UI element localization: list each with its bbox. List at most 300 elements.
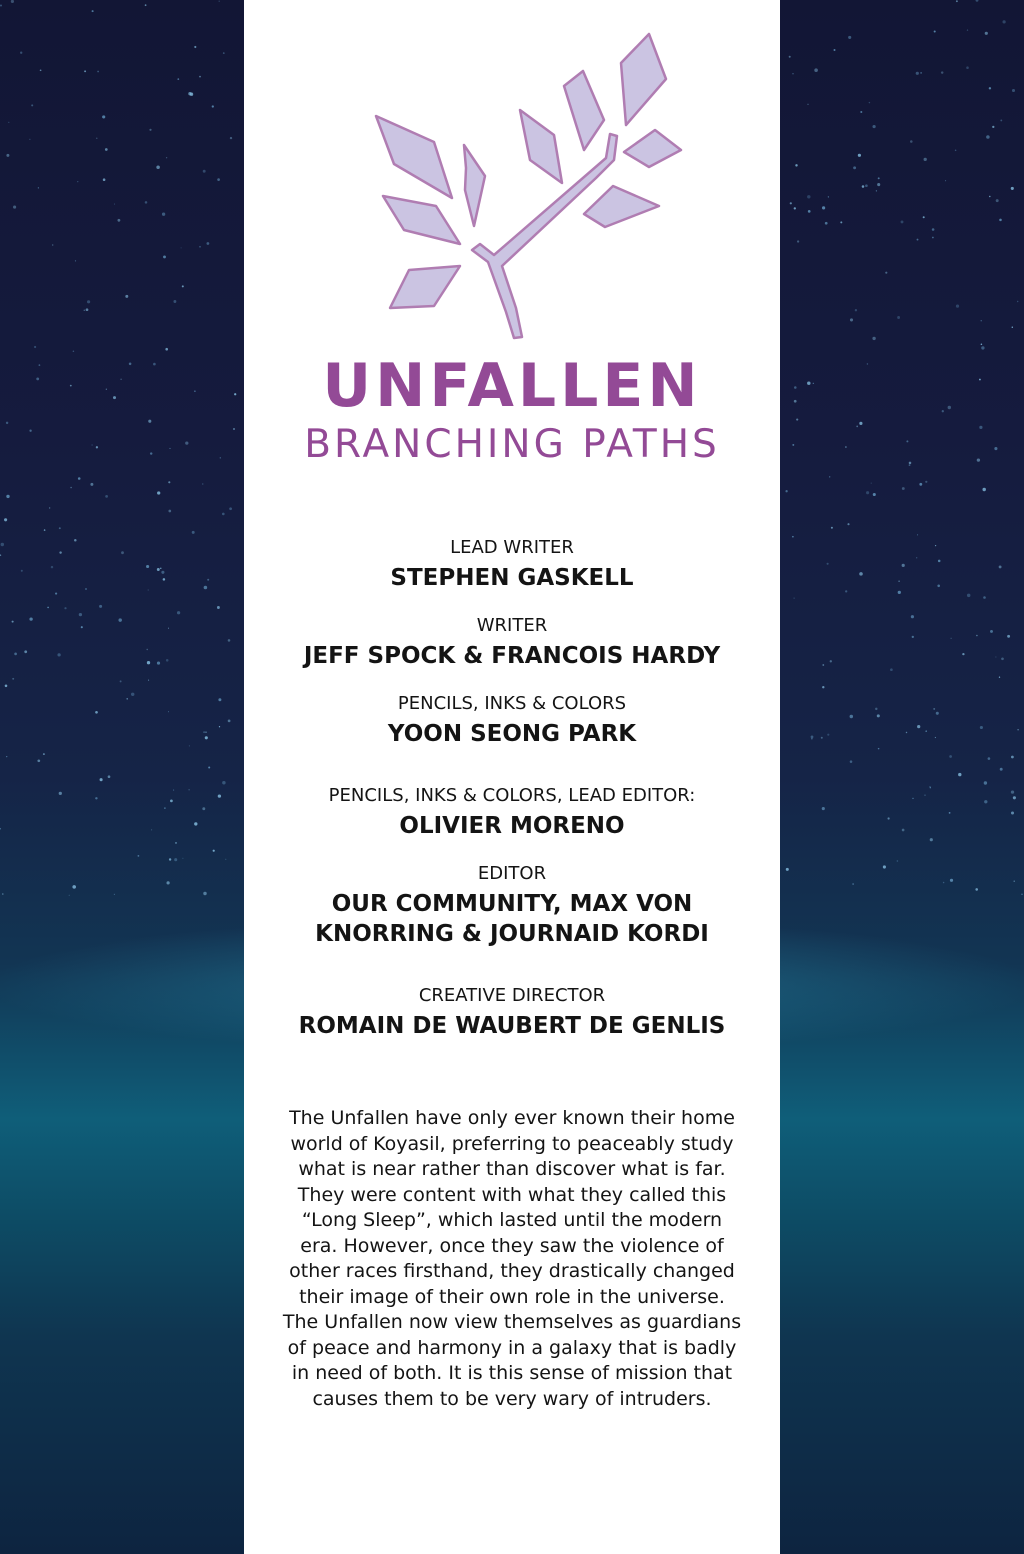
star (967, 29, 968, 30)
star (0, 4, 2, 6)
star (59, 551, 61, 553)
star (941, 71, 943, 73)
star (38, 187, 39, 188)
star (862, 185, 865, 188)
star (827, 734, 829, 736)
star (205, 731, 207, 733)
star (980, 726, 983, 729)
star (208, 766, 210, 768)
star (923, 216, 925, 218)
star (228, 639, 231, 642)
star (867, 363, 868, 364)
star (916, 557, 917, 558)
star (148, 420, 151, 423)
star (975, 888, 978, 891)
star (986, 135, 990, 139)
star (910, 140, 913, 143)
credit-lead-writer (244, 537, 780, 593)
star (202, 484, 203, 485)
star (827, 563, 829, 565)
star (163, 578, 166, 581)
star (1000, 119, 1002, 121)
star (871, 483, 872, 484)
star (830, 660, 832, 662)
star (194, 46, 196, 48)
star (194, 822, 197, 825)
star (984, 781, 987, 784)
star (1007, 635, 1010, 638)
star (792, 73, 793, 74)
star (81, 626, 83, 628)
star (822, 206, 825, 209)
star (161, 571, 164, 574)
credit-name: OUR COMMUNITY, MAX VON (331, 891, 693, 917)
star (207, 579, 209, 581)
leaf (520, 110, 562, 183)
star (988, 757, 991, 760)
star (151, 829, 152, 830)
star (153, 363, 156, 366)
star (225, 859, 226, 860)
star (872, 125, 875, 128)
star (796, 419, 798, 421)
star (212, 105, 214, 107)
star (956, 304, 959, 307)
star (229, 507, 232, 510)
star (6, 422, 8, 424)
star (70, 487, 72, 489)
star (912, 636, 914, 638)
star (222, 513, 225, 516)
star (956, 0, 958, 2)
credit-name: ROMAIN DE WAUBERT DE GENLIS (298, 1013, 726, 1039)
star (1017, 301, 1018, 302)
star (932, 228, 935, 231)
star (156, 166, 160, 170)
star (188, 789, 189, 790)
credit-pencils-lead-editor (244, 785, 780, 841)
description-line: They were content with what they called this (297, 1183, 727, 1206)
star (79, 613, 82, 616)
star (166, 157, 167, 158)
star (96, 446, 98, 448)
star (118, 618, 121, 621)
star (858, 154, 861, 157)
star (64, 607, 66, 609)
star (29, 617, 32, 620)
star (828, 196, 829, 197)
star (105, 495, 108, 498)
star (786, 868, 789, 871)
credit-name: KNORRING & JOURNAID KORDI (315, 921, 709, 947)
star (160, 568, 161, 569)
star (955, 150, 957, 152)
star (69, 895, 70, 896)
star (168, 481, 170, 483)
faction-description (274, 1106, 750, 1412)
star (919, 483, 922, 486)
branch-leaves-icon (244, 0, 780, 360)
star (981, 320, 982, 321)
leaf (624, 130, 681, 167)
star (813, 383, 814, 384)
star (230, 137, 232, 139)
star (982, 488, 985, 491)
star (983, 596, 986, 599)
star (105, 148, 108, 151)
star (217, 606, 220, 609)
leaf (584, 186, 659, 227)
star (855, 309, 857, 311)
star (148, 680, 149, 681)
star (31, 104, 33, 106)
star (872, 337, 875, 340)
star (44, 529, 46, 531)
star (1001, 657, 1004, 660)
star (992, 126, 994, 128)
star (85, 588, 87, 590)
star (125, 295, 128, 298)
star (185, 441, 188, 444)
star (40, 69, 42, 71)
star (833, 49, 835, 51)
star (146, 565, 149, 568)
star (924, 158, 927, 161)
star (1014, 881, 1015, 882)
star (218, 794, 221, 797)
star (925, 730, 927, 732)
star (43, 753, 45, 755)
description-line: era. However, once they saw the violence of (300, 1234, 724, 1257)
title-unfallen: UNFALLEN (322, 351, 702, 421)
star (911, 615, 914, 618)
star (981, 346, 984, 349)
star (102, 115, 105, 118)
star (852, 883, 854, 885)
star (72, 885, 76, 889)
star (859, 572, 863, 576)
star (170, 800, 173, 803)
star (1011, 187, 1014, 190)
star (962, 653, 964, 655)
star (177, 78, 179, 80)
star (1021, 894, 1023, 896)
star (848, 36, 851, 39)
star (909, 464, 911, 466)
description-line: of peace and harmony in a galaxy that is badly (287, 1336, 737, 1359)
star (790, 202, 792, 204)
star (979, 379, 981, 381)
star (55, 593, 57, 595)
star (878, 748, 880, 750)
star (217, 178, 220, 181)
star (822, 807, 825, 810)
star (114, 894, 115, 895)
star (873, 493, 876, 496)
star (985, 32, 988, 35)
credit-role: EDITOR (477, 863, 547, 884)
star (917, 239, 919, 241)
star (994, 447, 997, 450)
star (902, 564, 905, 567)
star (49, 507, 50, 508)
star (199, 246, 201, 248)
star (850, 318, 853, 321)
star (912, 798, 913, 799)
star (157, 491, 160, 494)
star (37, 759, 40, 762)
star (866, 491, 869, 494)
star (825, 222, 828, 225)
star (794, 386, 797, 389)
star (194, 390, 196, 392)
star (906, 440, 908, 442)
description-line: in need of both. It is this sense of mission that (291, 1362, 733, 1384)
star (228, 720, 231, 723)
star (967, 594, 970, 597)
star (943, 882, 945, 884)
star (945, 180, 946, 181)
star (70, 385, 72, 387)
credit-writer (244, 615, 780, 671)
star (92, 10, 94, 12)
star (36, 377, 39, 380)
star (792, 444, 794, 446)
star (890, 668, 893, 671)
star (999, 565, 1002, 568)
star (821, 737, 823, 739)
star (951, 638, 952, 639)
star (989, 87, 991, 89)
star (223, 52, 225, 54)
star (897, 860, 899, 862)
star (1011, 812, 1014, 815)
star (175, 842, 177, 844)
star (34, 346, 36, 348)
star (902, 487, 905, 490)
star (168, 628, 169, 629)
star (12, 621, 14, 623)
star (878, 177, 880, 179)
star (126, 698, 127, 699)
credit-role: WRITER (476, 615, 548, 636)
leaf (464, 145, 485, 226)
star (1011, 756, 1014, 759)
star (795, 164, 797, 166)
star (875, 708, 877, 710)
star (51, 566, 53, 568)
description-line: other races firsthand, they drastically changed (289, 1260, 735, 1282)
star (898, 591, 901, 594)
star (995, 657, 996, 658)
star (792, 536, 794, 538)
star (999, 677, 1000, 678)
star (840, 221, 842, 223)
star (938, 560, 941, 563)
star (902, 829, 905, 832)
star (131, 693, 134, 696)
star (920, 72, 922, 74)
star (114, 204, 115, 205)
star (942, 410, 944, 412)
star (2, 893, 4, 895)
star (850, 715, 853, 718)
leaf (383, 196, 460, 244)
star (165, 348, 168, 351)
star (106, 389, 107, 390)
star (935, 737, 936, 738)
star (888, 817, 890, 819)
star (948, 406, 951, 409)
star (59, 527, 61, 529)
leaf (376, 116, 452, 198)
star (930, 787, 931, 788)
star (933, 708, 935, 710)
star (794, 598, 795, 599)
star (883, 865, 886, 868)
star (976, 635, 978, 637)
star (966, 66, 969, 69)
star (958, 773, 961, 776)
star (990, 630, 993, 633)
credit-name: STEPHEN GASKELL (390, 565, 634, 591)
star (157, 662, 160, 665)
description-line: “Long Sleep”, which lasted until the modern (301, 1209, 723, 1231)
star (811, 738, 812, 739)
star (11, 0, 14, 3)
star (164, 807, 165, 808)
star (930, 838, 933, 841)
star (807, 104, 808, 105)
star (213, 850, 215, 852)
star (917, 725, 920, 728)
star (190, 93, 193, 96)
star (97, 71, 99, 73)
description-line: causes them to be very wary of intruders. (312, 1387, 712, 1410)
leaf (390, 266, 460, 308)
star (6, 495, 9, 498)
leaf (621, 34, 666, 125)
star (29, 430, 31, 432)
star (167, 881, 170, 884)
star (95, 711, 98, 714)
star (909, 462, 912, 465)
subtitle-branching-paths: BRANCHING PATHS (304, 422, 720, 467)
star (47, 607, 49, 609)
star (150, 452, 152, 454)
star (234, 393, 236, 395)
star (829, 476, 830, 477)
star (831, 527, 833, 529)
star (169, 858, 171, 860)
star (1013, 796, 1016, 799)
star (13, 206, 16, 209)
star (8, 122, 9, 123)
star (84, 309, 86, 311)
star (845, 590, 847, 592)
star (120, 379, 122, 381)
star (1000, 768, 1003, 771)
star (24, 650, 27, 653)
star (57, 653, 60, 656)
star (976, 0, 979, 2)
star (897, 316, 900, 319)
star (90, 483, 93, 486)
credit-role: LEAD WRITER (450, 537, 574, 558)
leaf (564, 71, 604, 150)
star (146, 649, 147, 650)
star (219, 1, 220, 2)
star (935, 545, 936, 546)
star (173, 300, 176, 303)
star (182, 858, 183, 859)
star (917, 534, 918, 535)
star (207, 242, 210, 245)
star (822, 664, 824, 666)
star (794, 207, 796, 209)
star (1002, 20, 1005, 23)
star (949, 812, 951, 814)
star (808, 210, 811, 213)
star (814, 68, 818, 72)
star (199, 76, 201, 78)
star (148, 589, 149, 590)
star (797, 240, 799, 242)
credit-name: OLIVIER MORENO (399, 813, 625, 839)
star (937, 585, 940, 588)
star (113, 396, 116, 399)
star (853, 166, 856, 169)
star (916, 72, 919, 75)
star (6, 154, 9, 157)
star (850, 760, 853, 763)
star (168, 711, 169, 712)
star (117, 219, 120, 222)
star (14, 653, 17, 656)
star (138, 855, 140, 857)
star (177, 611, 180, 614)
star (219, 726, 220, 727)
star (21, 570, 23, 572)
star (807, 195, 810, 198)
star (906, 732, 907, 733)
description-line: The Unfallen have only ever known their home (289, 1107, 735, 1129)
star (222, 781, 225, 784)
star (84, 70, 86, 72)
star (989, 196, 990, 197)
star (203, 892, 206, 895)
star (934, 30, 936, 32)
star (0, 828, 1, 830)
star (811, 736, 814, 739)
star (12, 678, 14, 680)
star (950, 879, 953, 882)
credit-role: PENCILS, INKS & COLORS, LEAD EDITOR: (328, 785, 696, 806)
star (901, 220, 904, 223)
star (981, 343, 983, 345)
star (96, 138, 97, 139)
star (932, 237, 934, 239)
star (877, 714, 880, 717)
star (162, 213, 165, 216)
star (59, 792, 62, 795)
star (220, 457, 221, 458)
star (163, 255, 166, 258)
star (4, 518, 7, 521)
star (39, 364, 41, 366)
star (984, 800, 987, 803)
star (869, 102, 870, 103)
